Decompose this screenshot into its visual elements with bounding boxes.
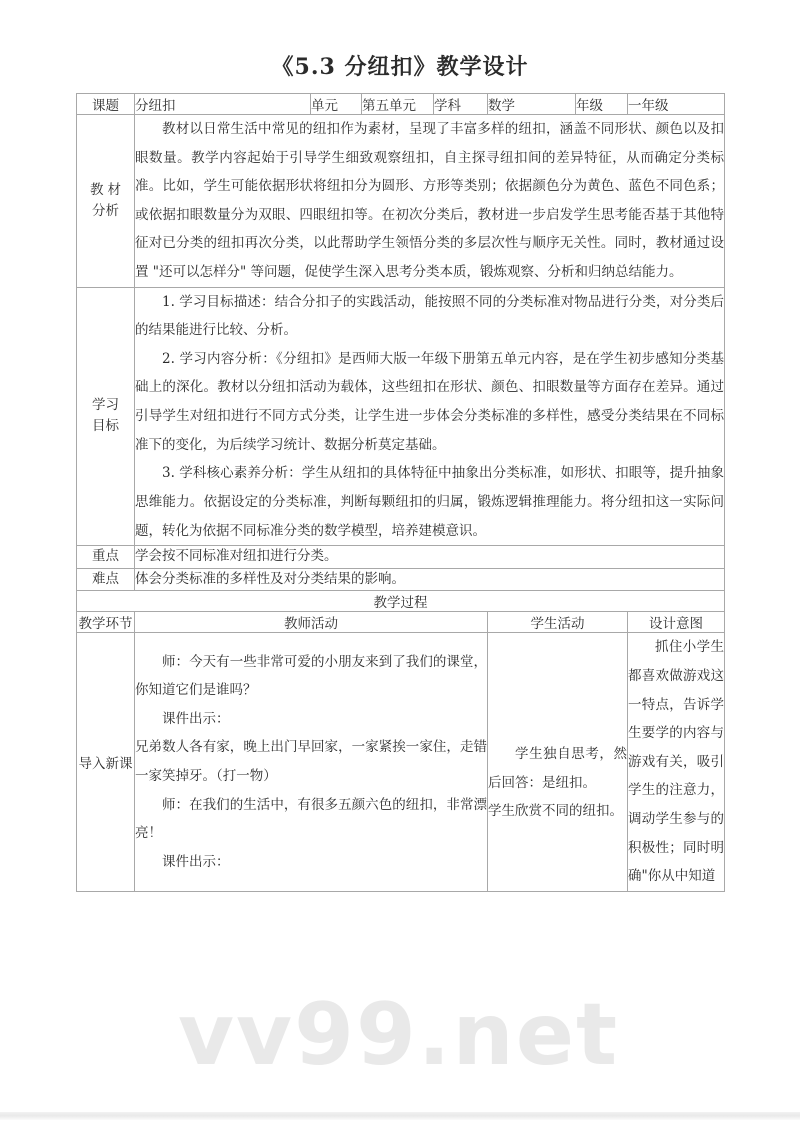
learning-goals-label <box>77 287 135 545</box>
learning-goal-item-1: 1. 学习目标描述：结合分扣子的实践活动，能按照不同的分类标准对物品进行分类，对分类后的结果能进行比较、分析。 <box>135 293 724 339</box>
table-row-process-banner <box>77 591 725 612</box>
table-row-difficult-point <box>77 568 725 591</box>
student-activity-spacer-2 <box>488 712 627 726</box>
table-row-textbook-analysis <box>77 115 725 288</box>
learning-goal-item-3: 3. 学科核心素养分析：学生从纽扣的具体特征中抽象出分类标准，如形状、扣眼等，提升抽象思维能力。依据设定的分类标准，判断每颗纽扣的归属，锻炼逻辑推理能力。将分纽扣这一实际问题，转化为依据不同标准分类的数学模型，培养建模意识。 <box>135 465 724 539</box>
column-header-stage: 教学环节 <box>77 612 135 633</box>
column-header-teacher: 教师活动 <box>135 612 488 633</box>
teacher-line-4: 师：在我们的生活中，有很多五颜六色的纽扣，非常漂亮！ <box>135 796 487 842</box>
subject-value: 数学 <box>488 94 576 115</box>
column-header-intent: 设计意图 <box>628 612 725 633</box>
teacher-line-1: 师：今天有一些非常可爱的小朋友来到了我们的课堂，你知道它们是谁吗？ <box>135 653 487 699</box>
teacher-line-5: 课件出示： <box>162 853 230 870</box>
textbook-analysis-label-line1: 教材 <box>90 181 125 198</box>
teacher-line-2: 课件出示： <box>162 710 230 727</box>
key-point-label: 重点 <box>77 546 135 569</box>
textbook-analysis-content <box>135 115 725 288</box>
grade-value: 一年级 <box>628 94 725 115</box>
textbook-analysis-label-line2: 分析 <box>92 202 119 219</box>
column-header-student: 学生活动 <box>488 612 628 633</box>
table-row-process-headers <box>77 612 725 633</box>
table-row-process-content <box>77 633 725 891</box>
subject-label: 学科 <box>434 94 488 115</box>
process-section-title: 教学过程 <box>77 591 725 612</box>
topic-label: 课题 <box>77 94 135 115</box>
textbook-analysis-paragraph: 教材以日常生活中常见的纽扣作为素材，呈现了丰富多样的纽扣，涵盖不同形状、颜色以及扣眼数量。教学内容起始于引导学生细致观察纽扣，自主探寻纽扣间的差异特征，从而确定分类标准。比如，学生可能依据形状将纽扣分为圆形、方形等类别；依据颜色分为黄色、蓝色不同色系；或依据扣眼数量分为双眼、四眼纽扣等。在初次分类后，教材进一步启发学生思考能否基于其他特征对已分类的纽扣再次分类，以此帮助学生领悟分类的多层次性与顺序无关性。同时，教材通过设置 "还可以怎样分" 等问题，促使学生深入思考分类本质，锻炼观察、分析和归纳总结能力。 <box>135 121 724 281</box>
unit-value: 第五单元 <box>362 94 434 115</box>
process-design-intent <box>628 633 725 891</box>
page-bottom-edge <box>0 1112 800 1120</box>
student-activity-spacer-3 <box>488 726 627 740</box>
learning-goals-content <box>135 287 725 545</box>
learning-goals-label-line1: 学习 <box>92 397 119 414</box>
table-row-learning-goals <box>77 287 725 545</box>
intent-text: 抓住小学生都喜欢做游戏这一特点，告诉学生要学的内容与游戏有关，吸引学生的注意力，调动学生参与的积极性；同时明确"你从中知道 <box>628 639 724 885</box>
topic-value: 分纽扣 <box>135 94 311 115</box>
unit-label: 单元 <box>311 94 362 115</box>
page-title: 《5.3 分纽扣》教学设计 <box>271 54 529 80</box>
student-activity-spacer <box>488 698 627 712</box>
teacher-line-3: 兄弟数人各有家，晚上出门早回家，一家紧挨一家住，走错一家笑掉牙。（打一物） <box>135 739 487 785</box>
learning-goal-item-2: 2. 学习内容分析：《分纽扣》是西师大版一年级下册第五单元内容，是在学生初步感知分类基础上的深化。教材以分纽扣活动为载体，这些纽扣在形状、颜色、扣眼数量等方面存在差异。通过引导学生对纽扣进行不同方式分类，让学生进一步体会分类标准的多样性，感受分类结果在不同标准下的变化，为后续学习统计、数据分析莫定基础。 <box>135 350 724 453</box>
table-row-info <box>77 94 725 115</box>
process-stage-name: 导入新课 <box>77 633 135 891</box>
textbook-analysis-label <box>77 115 135 288</box>
table-row-key-point <box>77 546 725 569</box>
watermark: vv99.net <box>178 985 620 1085</box>
difficult-point-label: 难点 <box>77 568 135 591</box>
process-teacher-activity <box>135 633 488 891</box>
difficult-point-text: 体会分类标准的多样性及对分类结果的影响。 <box>135 568 725 591</box>
lesson-plan-table <box>76 93 725 892</box>
process-student-activity <box>488 633 628 891</box>
grade-label: 年级 <box>576 94 628 115</box>
learning-goals-label-line2: 目标 <box>92 418 119 435</box>
student-line-1: 学生独自思考，然后回答：是纽扣。 <box>488 746 627 791</box>
key-point-text: 学会按不同标准对纽扣进行分类。 <box>135 546 725 569</box>
student-line-2: 学生欣赏不同的纽扣。 <box>488 803 623 820</box>
